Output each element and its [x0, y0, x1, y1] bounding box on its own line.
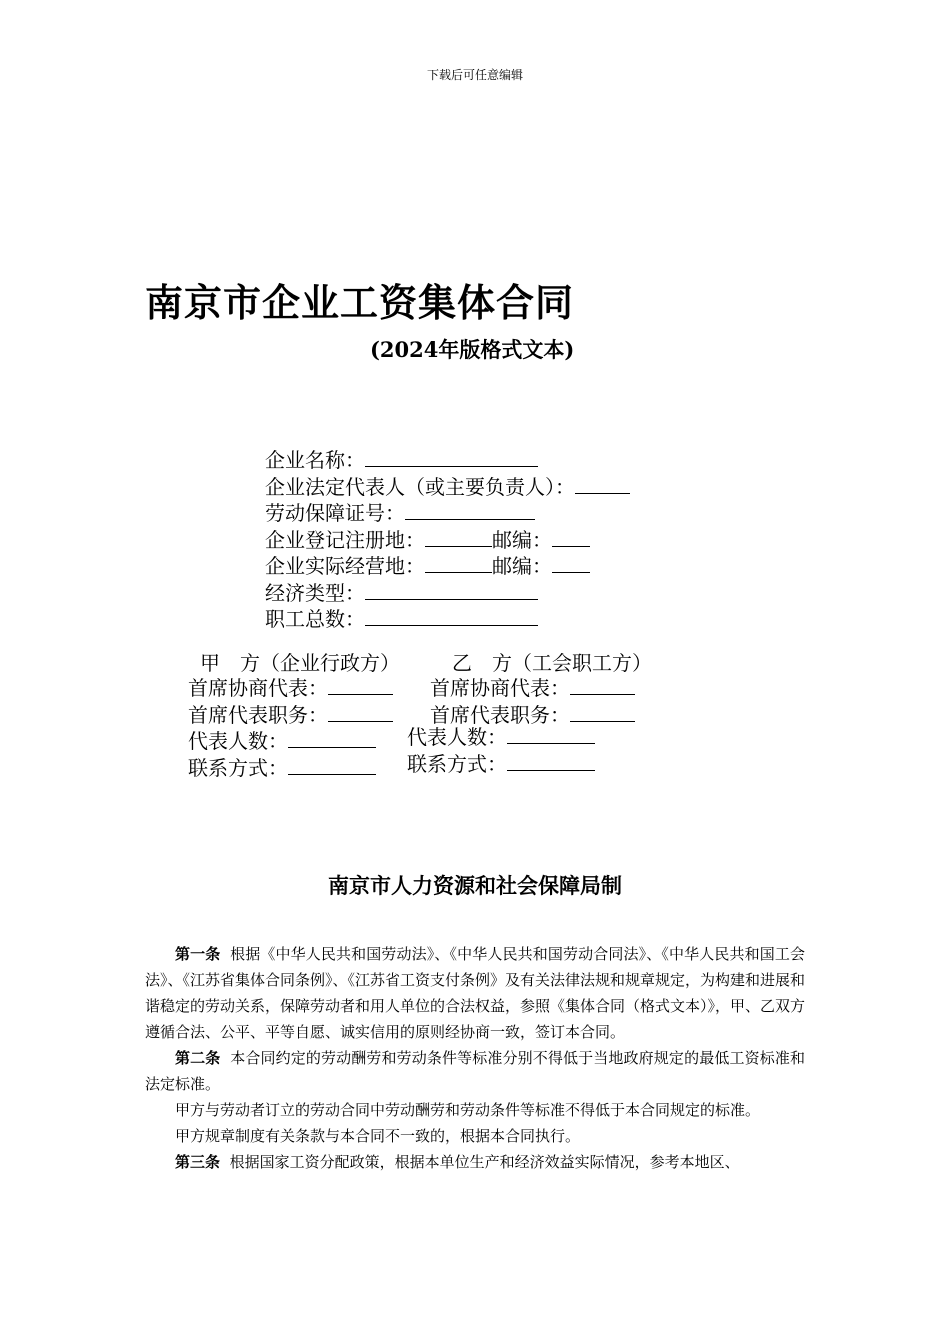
enterprise-info-block	[265, 446, 630, 632]
party-a-contact-blank[interactable]	[288, 754, 376, 775]
party-b-chief-block	[430, 674, 635, 727]
parties-header	[200, 647, 652, 676]
employee-count-blank[interactable]	[365, 605, 538, 626]
article-1-text: 根据《中华人民共和国劳动法》、《中华人民共和国劳动合同法》、《中华人民共和国工会法》、《江苏省集体合同条例》、《江苏省工资支付条例》及有关法律法规和规章规定，为构建和进展和谐稳定的劳动关系，保障劳动者和用人单位的合法权益，参照《集体合同（格式文本）》，甲、乙双方遵循合法、公平、平等自愿、诚实信用的原则经协商一致，签订本合同。	[145, 945, 806, 1041]
legal-rep-label: 企业法定代表人（或主要负责人）：	[265, 474, 575, 499]
chief-rep-label: 首席协商代表：	[430, 676, 570, 700]
party-a-chief-rep-blank[interactable]	[328, 674, 393, 695]
enterprise-name-label: 企业名称：	[265, 448, 365, 472]
rep-count-label: 代表人数：	[188, 729, 288, 753]
rep-count-label: 代表人数：	[407, 725, 507, 749]
operating-address-blank[interactable]	[425, 552, 492, 573]
party-b-label: 乙 方（工会职工方）	[452, 651, 652, 675]
article-2-paragraph-2: 甲方与劳动者订立的劳动合同中劳动酬劳和劳动条件等标准不得低于本合同规定的标准。	[175, 1101, 761, 1119]
header-note: 下载后可任意编辑	[426, 68, 523, 82]
contact-label: 联系方式：	[188, 755, 288, 780]
registered-address-label: 企业登记注册地：	[265, 527, 425, 552]
document-title: 南京市企业工资集体合同	[145, 281, 575, 325]
party-a-label: 甲 方（企业行政方）	[200, 651, 400, 675]
employee-count-label: 职工总数：	[265, 607, 365, 631]
chief-rep-label: 首席协商代表：	[188, 676, 328, 700]
economic-type-blank[interactable]	[365, 579, 538, 600]
registered-postcode-label: 邮编：	[492, 527, 552, 552]
article-3-text: 根据国家工资分配政策，根据本单位生产和经济效益实际情况，参考本地区、	[229, 1153, 740, 1171]
article-2-heading: 第二条	[175, 1049, 221, 1067]
party-a-chief-rep-row	[188, 674, 393, 701]
article-2-paragraph-3: 甲方规章制度有关条款与本合同不一致的，根据本合同执行。	[175, 1127, 581, 1145]
party-b-contact-row	[407, 750, 595, 777]
contact-label: 联系方式：	[407, 751, 507, 776]
party-a-block	[188, 674, 393, 780]
party-a-contact-row	[188, 754, 393, 781]
legal-rep-row	[265, 473, 630, 500]
labor-cert-row	[265, 499, 630, 526]
party-b-detail-block	[407, 723, 595, 776]
article-1-heading: 第一条	[175, 945, 221, 963]
party-b-rep-count-blank[interactable]	[507, 723, 595, 744]
party-a-rep-count-blank[interactable]	[288, 727, 376, 748]
employee-count-row	[265, 605, 630, 632]
contract-body	[145, 941, 805, 1175]
article-2-text: 本合同约定的劳动酬劳和劳动条件等标准分别不得低于当地政府规定的最低工资标准和法定标准。	[145, 1049, 805, 1093]
article-1	[145, 941, 805, 1045]
enterprise-name-row	[265, 446, 630, 473]
party-b-rep-count-row	[407, 723, 595, 750]
document-subtitle: (2024年版格式文本)	[370, 337, 575, 362]
party-b-contact-blank[interactable]	[507, 750, 595, 771]
operating-address-row	[265, 552, 630, 579]
article-3-heading: 第三条	[175, 1153, 221, 1171]
article-3	[145, 1149, 805, 1175]
chief-position-label: 首席代表职务：	[188, 702, 328, 727]
operating-postcode-blank[interactable]	[552, 552, 590, 573]
party-b-chief-position-blank[interactable]	[570, 701, 635, 722]
labor-cert-blank[interactable]	[405, 499, 535, 520]
operating-address-label: 企业实际经营地：	[265, 554, 425, 578]
party-a-chief-position-blank[interactable]	[328, 701, 393, 722]
economic-type-label: 经济类型：	[265, 580, 365, 605]
labor-cert-label: 劳动保障证号：	[265, 501, 405, 525]
party-b-chief-rep-blank[interactable]	[570, 674, 635, 695]
party-a-rep-count-row	[188, 727, 393, 754]
economic-type-row	[265, 579, 630, 606]
party-a-chief-position-row	[188, 701, 393, 728]
party-b-chief-rep-row	[430, 674, 635, 701]
issuer-line: 南京市人力资源和社会保障局制	[328, 873, 622, 898]
legal-rep-blank[interactable]	[575, 473, 630, 494]
operating-postcode-label: 邮编：	[492, 554, 552, 578]
article-2	[145, 1045, 805, 1097]
registered-address-blank[interactable]	[425, 526, 492, 547]
registered-address-row	[265, 526, 630, 553]
enterprise-name-blank[interactable]	[365, 446, 538, 467]
registered-postcode-blank[interactable]	[552, 526, 590, 547]
chief-position-label: 首席代表职务：	[430, 702, 570, 727]
